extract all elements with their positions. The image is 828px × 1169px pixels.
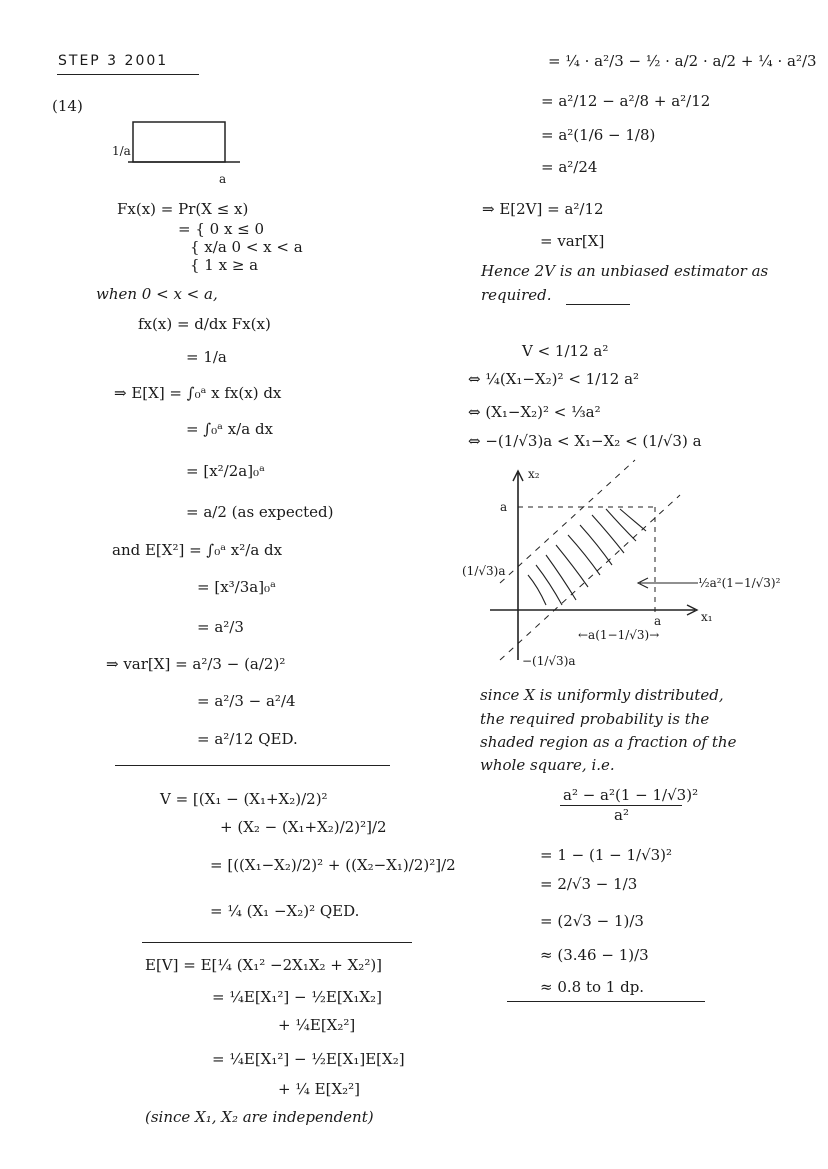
ev-independence: = ¼E[X₁²] − ½E[X₁]E[X₂]	[212, 1050, 405, 1068]
fig1-height-label: 1/a	[112, 144, 131, 158]
v-result: = ¼ (X₁ −X₂)² QED.	[210, 902, 360, 920]
fig2-width-label: ←a(1−1/√3)→	[578, 628, 660, 642]
ev-expansion: E[V] = E[¼ (X₁² −2X₁X₂ + X₂²)]	[145, 956, 383, 974]
variance-result: = a²/12 QED.	[197, 730, 298, 748]
ev-result: = a²/24	[541, 158, 598, 176]
fig2-area-label: ½a²(1−1/√3)²	[698, 576, 781, 590]
fig2-x-end-label: a	[654, 614, 662, 628]
cdf-case-1: = { 0 x ≤ 0	[178, 220, 265, 238]
uniform-note-4: whole square, i.e.	[480, 756, 615, 774]
mean-integral: ⇒ E[X] = ∫₀ᵃ x fx(x) dx	[114, 384, 282, 402]
cdf-definition: Fx(x) = Pr(X ≤ x)	[117, 200, 249, 218]
e2v-equals-var: = var[X]	[540, 232, 605, 250]
ev-factored: = a²(1/6 − 1/8)	[541, 126, 656, 144]
condition-step-3: ⇔ −(1/√3)a < X₁−X₂ < (1/√3) a	[468, 432, 702, 450]
ev-linearity-cont: + ¼E[X₂²]	[278, 1016, 356, 1034]
v-definition-2: + (X₂ − (X₁+X₂)/2)²]/2	[220, 818, 387, 836]
condition-v: V < 1/12 a²	[522, 342, 609, 360]
mean-result: = a/2 (as expected)	[186, 503, 334, 521]
fig2-a-label: a	[500, 500, 508, 514]
condition-step-1: ⇔ ¼(X₁−X₂)² < 1/12 a²	[468, 370, 640, 388]
final-divider	[507, 1001, 705, 1002]
second-moment-result: = a²/3	[197, 618, 244, 636]
pdf-value: = 1/a	[186, 348, 227, 366]
fig2-intercept-label: (1/√3)a	[462, 564, 506, 578]
pdf-derivative: fx(x) = d/dx Fx(x)	[138, 315, 271, 333]
density-rectangle-figure	[110, 110, 250, 190]
variance-step-1: ⇒ var[X] = a²/3 − (a/2)²	[106, 655, 286, 673]
probability-step-4: ≈ (3.46 − 1)/3	[540, 946, 649, 964]
ev-independence-cont: + ¼ E[X₂²]	[278, 1080, 361, 1098]
v-simplified: = [((X₁−X₂)/2)² + ((X₂−X₁)/2)²]/2	[210, 856, 456, 874]
unbiased-conclusion: Hence 2V is an unbiased estimator as	[481, 262, 769, 280]
unbiased-conclusion-cont: required.	[481, 286, 552, 304]
cdf-case-3: { 1 x ≥ a	[190, 256, 259, 274]
uniform-note-1: since X is uniformly distributed,	[480, 686, 724, 704]
variance-step-2: = a²/3 − a²/4	[197, 692, 296, 710]
probability-step-3: = (2√3 − 1)/3	[540, 912, 644, 930]
ev-sum: = a²/12 − a²/8 + a²/12	[541, 92, 711, 110]
probability-step-1: = 1 − (1 − 1/√3)²	[540, 846, 673, 864]
e2v-result: ⇒ E[2V] = a²/12	[482, 200, 604, 218]
v-definition-1: V = [(X₁ − (X₁+X₂)/2)²	[160, 790, 328, 808]
fig2-y-axis-label: x₂	[528, 467, 540, 481]
independence-note: (since X₁, X₂ are independent)	[145, 1108, 374, 1126]
probability-final: ≈ 0.8 to 1 dp.	[540, 978, 645, 996]
probability-denominator: a²	[614, 806, 629, 824]
section-divider-1	[115, 765, 390, 766]
fig2-neg-intercept-label: −(1/√3)a	[522, 654, 576, 668]
interval-statement: when 0 < x < a,	[96, 285, 218, 303]
probability-step-2: = 2/√3 − 1/3	[540, 875, 638, 893]
ev-substitution: = ¼ · a²/3 − ½ · a/2 · a/2 + ¼ · a²/3	[548, 52, 817, 70]
second-moment-integral: and E[X²] = ∫₀ᵃ x²/a dx	[112, 541, 283, 559]
second-moment-antiderivative: = [x³/3a]₀ᵃ	[197, 578, 276, 596]
unbiased-underline	[566, 304, 630, 305]
header-underline	[57, 74, 199, 75]
cdf-case-2: { x/a 0 < x < a	[190, 238, 303, 256]
fig1-width-label: a	[219, 172, 227, 186]
uniform-note-3: shaded region as a fraction of the	[480, 733, 737, 751]
uniform-note-2: the required probability is the	[480, 710, 710, 728]
ev-linearity: = ¼E[X₁²] − ½E[X₁X₂]	[212, 988, 382, 1006]
mean-integral-2: = ∫₀ᵃ x/a dx	[186, 420, 274, 438]
page-header-title: STEP 3 2001	[58, 53, 169, 69]
condition-step-2: ⇔ (X₁−X₂)² < ⅓a²	[468, 403, 601, 421]
question-number: (14)	[52, 97, 83, 115]
probability-numerator: a² − a²(1 − 1/√3)²	[563, 786, 699, 804]
section-divider-2	[142, 942, 412, 943]
fig2-x-axis-label: x₁	[701, 610, 713, 624]
mean-antiderivative: = [x²/2a]₀ᵃ	[186, 462, 265, 480]
